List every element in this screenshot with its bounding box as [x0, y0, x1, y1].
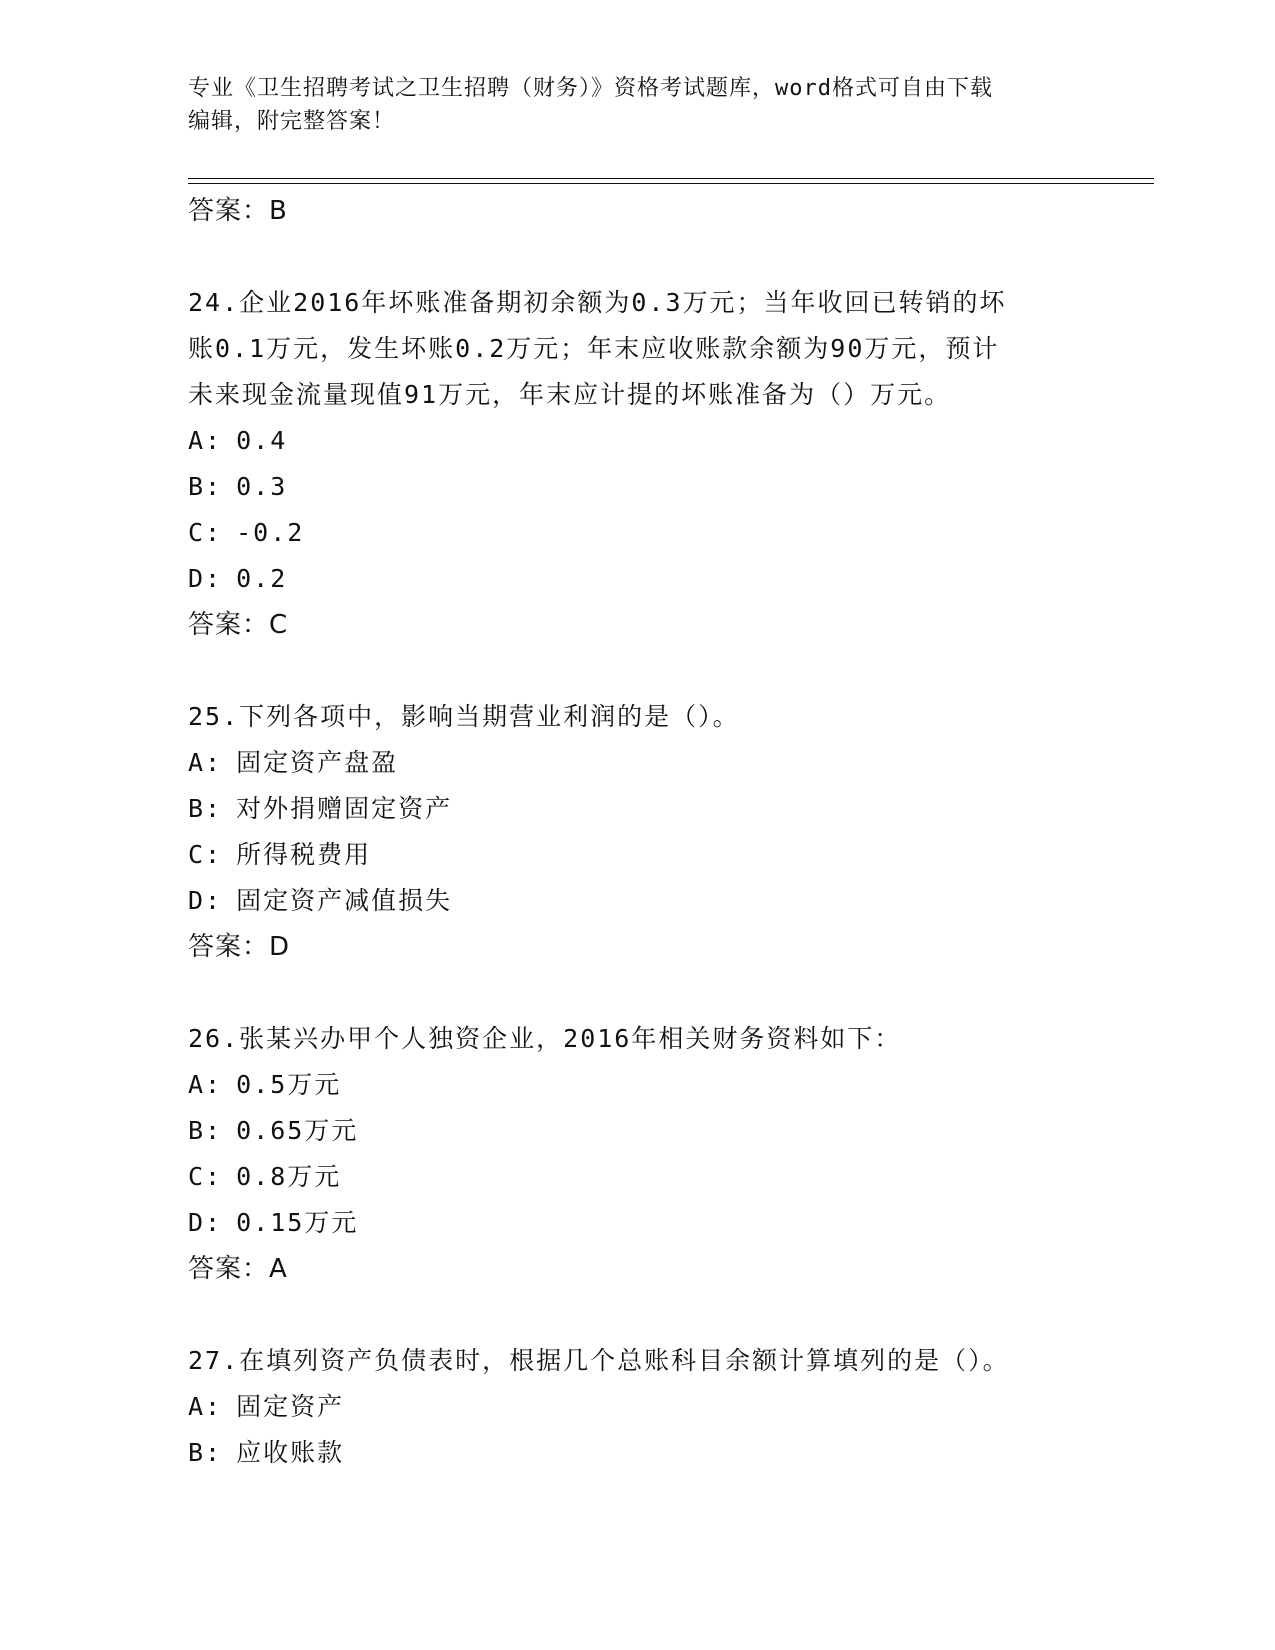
option-item — [188, 556, 1088, 602]
option-item — [188, 1384, 1088, 1430]
spacer — [188, 970, 1088, 1016]
option-text: 对外捐赠固定资产 — [236, 794, 453, 823]
option-item — [188, 1062, 1088, 1108]
option-item — [188, 786, 1088, 832]
option-letter: D: — [188, 886, 223, 915]
option-text: 0.2 — [236, 564, 288, 593]
question-block — [188, 1016, 1088, 1338]
option-item — [188, 740, 1088, 786]
spacer — [188, 1292, 1088, 1338]
option-letter: D: — [188, 564, 223, 593]
question-text-line: 26.张某兴办甲个人独资企业，2016年相关财务资料如下： — [188, 1024, 902, 1053]
option-text: 0.8万元 — [236, 1162, 342, 1191]
header-rule-top — [188, 178, 1154, 179]
option-letter: D: — [188, 1208, 223, 1237]
option-text: 0.3 — [236, 472, 288, 501]
spacer — [188, 234, 1088, 280]
question-text-line: 24.企业2016年坏账准备期初余额为0.3万元；当年收回已转销的坏 — [188, 288, 1007, 317]
option-letter: C: — [188, 518, 223, 547]
option-text: 0.4 — [236, 426, 288, 455]
option-text: 固定资产减值损失 — [236, 886, 453, 915]
option-text: 固定资产 — [236, 1392, 345, 1421]
option-text: 0.15万元 — [236, 1208, 359, 1237]
answer-line: 答案：C — [188, 610, 289, 640]
option-item — [188, 464, 1088, 510]
question-block — [188, 280, 1088, 694]
option-item — [188, 878, 1088, 924]
question-text-line: 账0.1万元，发生坏账0.2万元；年末应收账款余额为90万元，预计 — [188, 334, 1000, 363]
option-letter: C: — [188, 840, 223, 869]
option-item — [188, 1154, 1088, 1200]
document-header — [188, 72, 1088, 138]
spacer — [188, 648, 1088, 694]
option-text: 0.65万元 — [236, 1116, 359, 1145]
option-text: 应收账款 — [236, 1438, 345, 1467]
option-item — [188, 1430, 1088, 1476]
question-list — [188, 188, 1088, 1476]
option-letter: B: — [188, 472, 223, 501]
option-item — [188, 1108, 1088, 1154]
option-letter: B: — [188, 1116, 223, 1145]
header-line-2: 编辑，附完整答案！ — [188, 109, 396, 134]
option-text: 所得税费用 — [236, 840, 372, 869]
header-rule-bottom — [188, 183, 1154, 184]
option-letter: A: — [188, 1070, 223, 1099]
header-line-1: 专业《卫生招聘考试之卫生招聘（财务）》资格考试题库，word格式可自由下载 — [188, 76, 993, 101]
question-text-line: 25.下列各项中，影响当期营业利润的是（）。 — [188, 702, 740, 731]
option-letter: A: — [188, 748, 223, 777]
answer-line: 答案：A — [188, 1254, 288, 1284]
option-item — [188, 418, 1088, 464]
option-item — [188, 510, 1088, 556]
option-letter: B: — [188, 1438, 223, 1467]
option-letter: C: — [188, 1162, 223, 1191]
question-block — [188, 694, 1088, 1016]
option-letter: A: — [188, 426, 223, 455]
answer-line: 答案：D — [188, 932, 291, 962]
option-text: 固定资产盘盈 — [236, 748, 399, 777]
option-letter: A: — [188, 1392, 223, 1421]
option-text: -0.2 — [236, 518, 305, 547]
option-letter: B: — [188, 794, 223, 823]
option-item — [188, 832, 1088, 878]
answer-line: 答案：B — [188, 196, 288, 226]
question-block — [188, 188, 1088, 280]
option-item — [188, 1200, 1088, 1246]
option-text: 0.5万元 — [236, 1070, 342, 1099]
question-text-line: 27.在填列资产负债表时，根据几个总账科目余额计算填列的是（）。 — [188, 1346, 1010, 1375]
question-block — [188, 1338, 1088, 1476]
question-text-line: 未来现金流量现值91万元，年末应计提的坏账准备为（）万元。 — [188, 380, 952, 409]
